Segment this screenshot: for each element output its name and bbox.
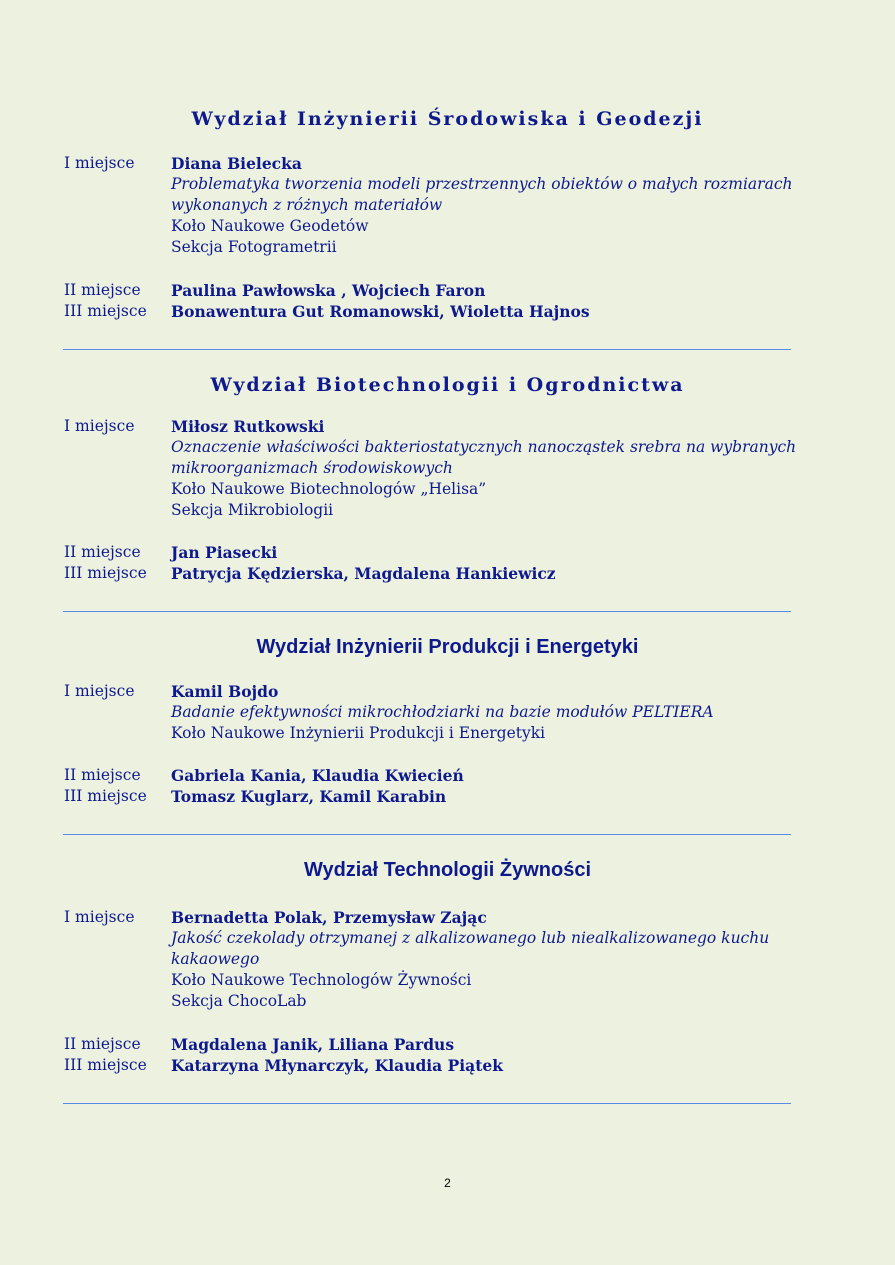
first-place-row: [0, 907, 895, 928]
section-heading: Wydział Biotechnologii i Ogrodnictwa: [210, 374, 685, 396]
place-label: II miejsce: [64, 1035, 141, 1053]
winner-name: Tomasz Kuglarz, Kamil Karabin: [171, 787, 447, 806]
winner-name: Kamil Bojdo: [171, 682, 279, 701]
place-label: II miejsce: [64, 766, 141, 784]
winner-name: Miłosz Rutkowski: [171, 417, 325, 436]
page-number: 2: [444, 1176, 451, 1190]
club-row: [0, 970, 895, 991]
project-title-line: [0, 702, 895, 723]
section-divider: [63, 1103, 791, 1104]
place-label: I miejsce: [64, 154, 135, 172]
first-place-row: [0, 153, 895, 174]
second-place-row: [0, 280, 895, 301]
place-label: II miejsce: [64, 543, 141, 561]
project-title-line: [0, 195, 895, 216]
place-label: III miejsce: [64, 787, 147, 805]
third-place-row: [0, 1055, 895, 1076]
project-title-line: [0, 437, 895, 458]
section-heading: Wydział Technologii Żywności: [303, 859, 592, 881]
second-place-row: [0, 1034, 895, 1055]
place-label: I miejsce: [64, 908, 135, 926]
club-row: [0, 723, 895, 744]
winner-name: Jan Piasecki: [171, 543, 278, 562]
section-divider: [63, 834, 791, 835]
project-title: Badanie efektywności mikrochłodziarki na bazie modułów PELTIERA: [171, 703, 714, 721]
project-title-line: [0, 928, 895, 949]
winner-name: Bernadetta Polak, Przemysław Zając: [171, 908, 487, 927]
first-place-row: [0, 681, 895, 702]
place-label: I miejsce: [64, 682, 135, 700]
second-place-row: [0, 765, 895, 786]
club-section: Sekcja ChocoLab: [171, 992, 307, 1010]
section-row: [0, 237, 895, 258]
third-place-row: [0, 563, 895, 584]
winner-name: Gabriela Kania, Klaudia Kwiecień: [171, 766, 464, 785]
project-title: Oznaczenie właściwości bakteriostatycznych nanocząstek srebra na wybranych: [171, 438, 797, 456]
club-name: Koło Naukowe Biotechnologów „Helisa”: [171, 480, 487, 498]
section-row: [0, 500, 895, 521]
project-title: kakaowego: [171, 950, 260, 968]
winner-name: Patrycja Kędzierska, Magdalena Hankiewicz: [171, 564, 556, 583]
winner-name: Magdalena Janik, Liliana Pardus: [171, 1035, 455, 1054]
section-divider: [63, 349, 791, 350]
club-row: [0, 479, 895, 500]
place-label: II miejsce: [64, 281, 141, 299]
club-name: Koło Naukowe Inżynierii Produkcji i Energetyki: [171, 724, 546, 742]
section-heading: Wydział Inżynierii Produkcji i Energetyki: [256, 636, 639, 658]
place-label: III miejsce: [64, 1056, 147, 1074]
place-label: III miejsce: [64, 302, 147, 320]
second-place-row: [0, 542, 895, 563]
project-title-line: [0, 458, 895, 479]
project-title: mikroorganizmach środowiskowych: [171, 459, 453, 477]
place-label: I miejsce: [64, 417, 135, 435]
club-row: [0, 216, 895, 237]
project-title: wykonanych z różnych materiałów: [171, 196, 443, 214]
club-name: Koło Naukowe Technologów Żywności: [171, 971, 472, 989]
project-title: Problematyka tworzenia modeli przestrzennych obiektów o małych rozmiarach: [171, 175, 793, 193]
winner-name: Katarzyna Młynarczyk, Klaudia Piątek: [171, 1056, 503, 1075]
section-heading: Wydział Inżynierii Środowiska i Geodezji: [191, 108, 704, 130]
section-divider: [63, 611, 791, 612]
section-row: [0, 991, 895, 1012]
club-section: Sekcja Fotogrametrii: [171, 238, 337, 256]
place-label: III miejsce: [64, 564, 147, 582]
project-title-line: [0, 174, 895, 195]
winner-name: Paulina Pawłowska , Wojciech Faron: [171, 281, 486, 300]
third-place-row: [0, 786, 895, 807]
project-title: Jakość czekolady otrzymanej z alkalizowanego lub niealkalizowanego kuchu: [171, 929, 770, 947]
club-name: Koło Naukowe Geodetów: [171, 217, 369, 235]
club-section: Sekcja Mikrobiologii: [171, 501, 334, 519]
winner-name: Bonawentura Gut Romanowski, Wioletta Hajnos: [171, 302, 590, 321]
first-place-row: [0, 416, 895, 437]
winner-name: Diana Bielecka: [171, 154, 302, 173]
third-place-row: [0, 301, 895, 322]
project-title-line: [0, 949, 895, 970]
